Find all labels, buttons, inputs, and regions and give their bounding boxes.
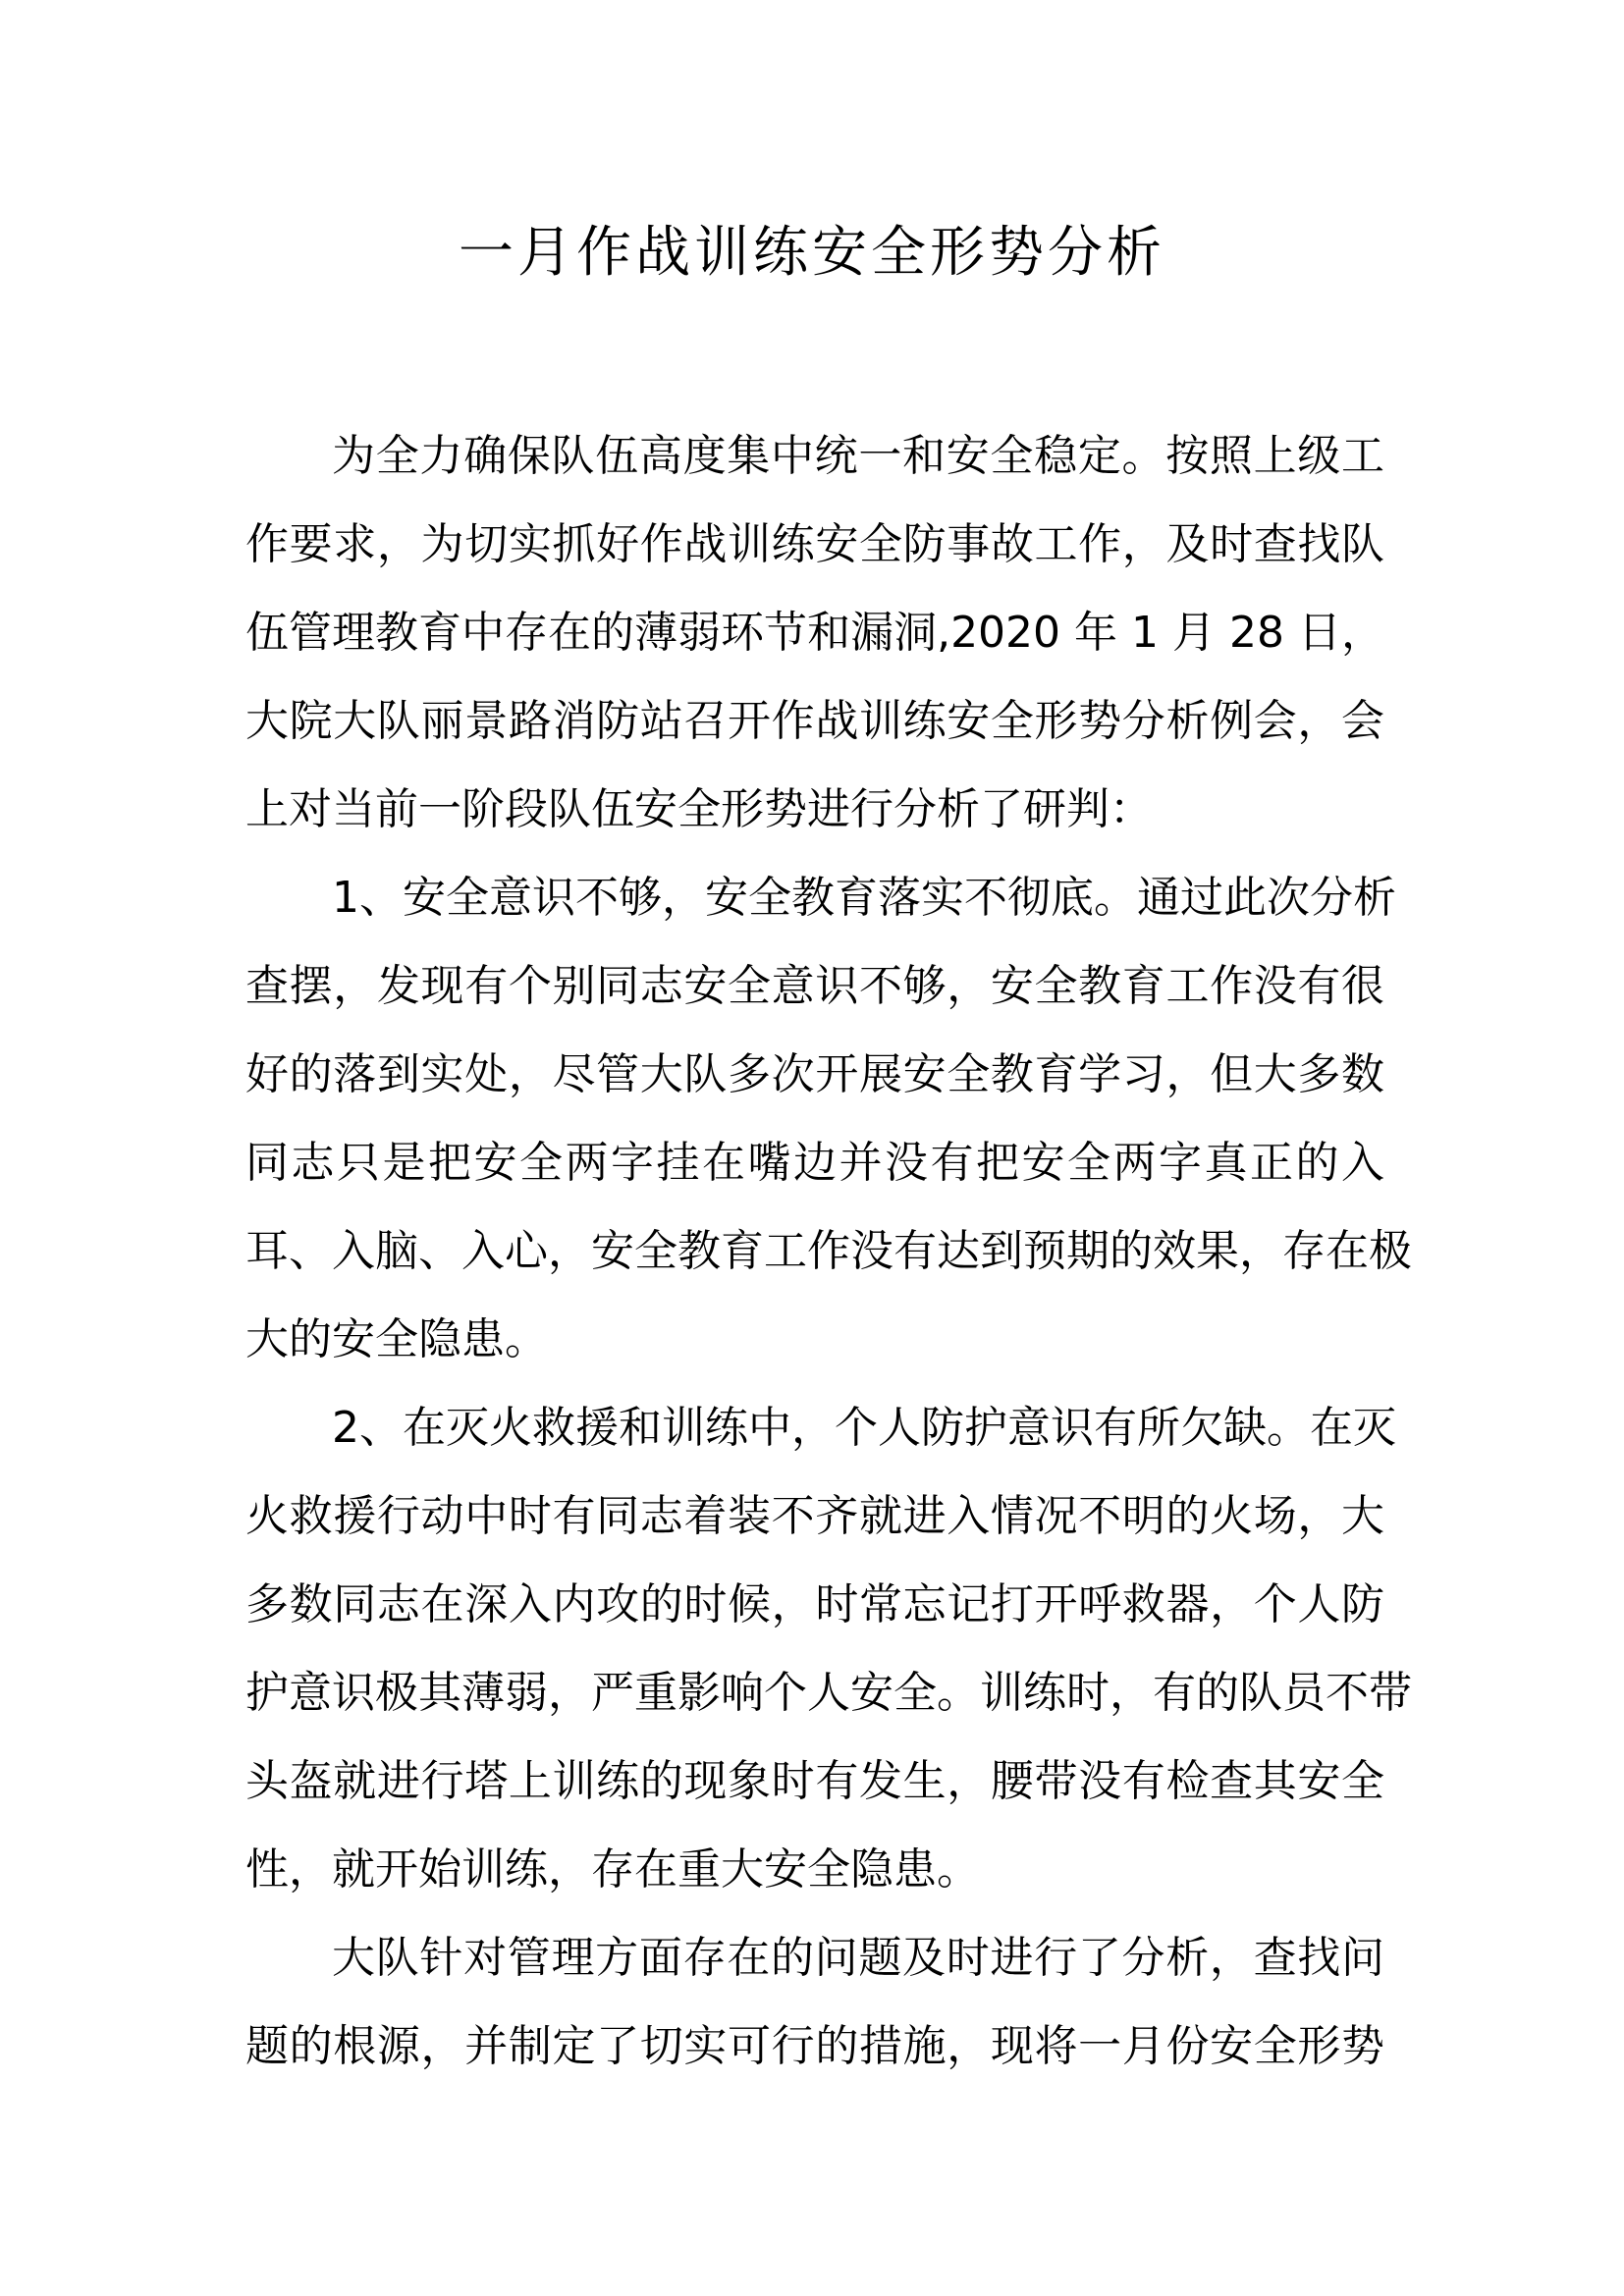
paragraph-3-line-4: 护意识极其薄弱，严重影响个人安全。训练时，有的队员不带 xyxy=(245,1668,1412,1718)
document-title: 一月作战训练安全形势分析 xyxy=(459,221,1165,285)
paragraph-2-line-6: 大的安全隐患。 xyxy=(245,1314,548,1364)
paragraph-2-line-2: 查摆，发现有个别同志安全意识不够，安全教育工作没有很 xyxy=(245,961,1384,1011)
paragraph-3-line-5: 头盔就进行塔上训练的现象时有发生，腰带没有检查其安全 xyxy=(245,1756,1384,1806)
paragraph-4-line-2: 题的根源，并制定了切实可行的措施，现将一月份安全形势 xyxy=(245,2021,1384,2071)
paragraph-3-line-1: 2、在灭火救援和训练中，个人防护意识有所欠缺。在灭 xyxy=(332,1403,1396,1453)
paragraph-3-line-6: 性，就开始训练，存在重大安全隐患。 xyxy=(245,1844,980,1895)
paragraph-3-line-3: 多数同志在深入内攻的时候，时常忘记打开呼救器，个人防 xyxy=(245,1579,1384,1629)
paragraph-2-line-1: 1、安全意识不够，安全教育落实不彻底。通过此次分析 xyxy=(332,873,1396,923)
document-body xyxy=(245,412,1412,2091)
paragraph-1-line-2: 作要求，为切实抓好作战训练安全防事故工作，及时查找队 xyxy=(245,519,1384,569)
paragraph-2-line-5: 耳、入脑、入心，安全教育工作没有达到预期的效果，存在极 xyxy=(245,1226,1412,1276)
paragraph-2-line-4: 同志只是把安全两字挂在嘴边并没有把安全两字真正的入 xyxy=(245,1138,1384,1188)
paragraph-4-line-1: 大队针对管理方面存在的问题及时进行了分析，查找问 xyxy=(332,1933,1384,1983)
paragraph-1-line-5: 上对当前一阶段队伍安全形势进行分析了研判： xyxy=(245,784,1153,834)
paragraph-1-line-4: 大院大队丽景路消防站召开作战训练安全形势分析例会，会 xyxy=(245,696,1384,746)
paragraph-1-line-3: 伍管理教育中存在的薄弱环节和漏洞,2020 年 1 月 28 日， xyxy=(245,608,1385,658)
paragraph-3-line-2: 火救援行动中时有同志着装不齐就进入情况不明的火场，大 xyxy=(245,1491,1384,1541)
paragraph-2-line-3: 好的落到实处，尽管大队多次开展安全教育学习，但大多数 xyxy=(245,1049,1384,1099)
paragraph-1-line-1: 为全力确保队伍高度集中统一和安全稳定。按照上级工 xyxy=(332,431,1384,481)
